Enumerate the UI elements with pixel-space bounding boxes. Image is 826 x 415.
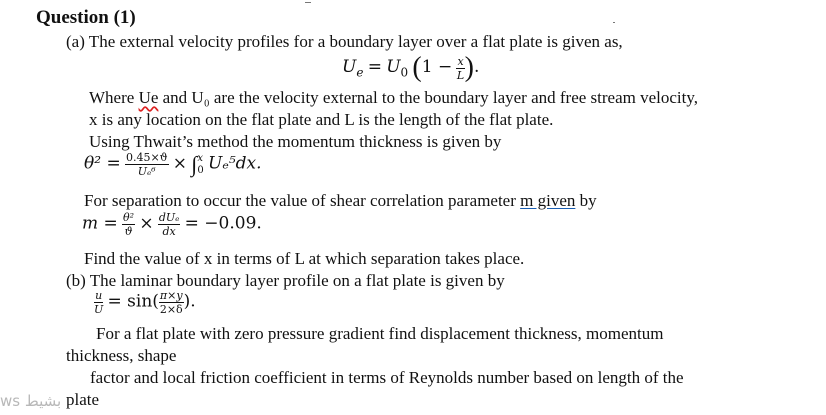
eq3-frac2-num: dUₑ <box>158 211 180 224</box>
eq1-frac-den: L <box>456 68 465 82</box>
eq2-limits <box>197 153 203 177</box>
eq3-fraction-2 <box>158 212 181 237</box>
eq4-frac-num: u <box>95 289 103 302</box>
separation-line <box>84 192 597 209</box>
eq3-lhs: m = <box>82 213 118 234</box>
eq1-frac-num: x <box>457 54 464 68</box>
eq1-fraction <box>456 56 464 81</box>
part-b-intro: (b) The laminar boundary layer profile on a flat plate is given by <box>66 271 505 290</box>
eq1-u0-sub: 0 <box>400 65 409 80</box>
top-mark <box>305 2 311 3</box>
eq3-frac1-den: ϑ <box>124 225 133 238</box>
where-pre: Where <box>89 88 139 107</box>
eq4-inner-fraction <box>159 290 184 315</box>
eq2-lhs: θ² = <box>84 153 121 174</box>
eq1-end: . <box>474 57 480 77</box>
eq1-u0: U <box>386 57 401 77</box>
part-b-line-1: For a flat plate with zero pressure gradient find displacement thickness, momentum <box>96 324 664 343</box>
eq2-fraction <box>125 152 169 177</box>
where-line-1 <box>89 89 698 106</box>
where-line-2: x is any location on the flat plate and L is the length of the flat plate. <box>89 110 554 129</box>
eq4-eq: = sin( <box>107 291 159 312</box>
eq1-one-minus: 1 − <box>421 57 453 77</box>
part-b-line-2: thickness, shape <box>66 346 177 365</box>
top-mark-dot <box>613 22 615 23</box>
eq4-end: ). <box>183 291 196 312</box>
part-a-intro: (a) The external velocity profiles for a boundary layer over a flat plate is given as, <box>66 32 623 51</box>
eq4-inner-den: 2×δ <box>159 303 183 316</box>
eq4-fraction <box>94 290 103 315</box>
eq3-fraction-1 <box>122 212 135 237</box>
eq2-upper: x <box>197 152 203 164</box>
eq2-lower: 0 <box>197 164 204 176</box>
eq1-lhs-sub: e <box>356 65 364 80</box>
eq3-times: × <box>139 213 154 234</box>
eq3-frac1-num: θ² <box>123 211 135 224</box>
eq3-frac2-den: dx <box>162 225 176 238</box>
separation-post: by <box>575 191 597 210</box>
eq4-inner-num: π×y <box>159 289 183 302</box>
separation-m-given: m given <box>520 191 576 210</box>
eq4-frac-den: U <box>94 303 104 316</box>
where-post: and U₀ are the velocity external to the boundary layer and free stream velocity, <box>158 88 699 107</box>
eq2-integral: ∫ <box>191 151 198 177</box>
eq3-rhs: = −0.09. <box>184 213 262 234</box>
eq2-integrand: Uₑ⁵dx. <box>207 153 262 174</box>
find-line: Find the value of x in terms of L at which separation takes place. <box>84 249 525 268</box>
equation-laminar-profile <box>94 290 196 315</box>
watermark: ws بشيط <box>0 392 62 410</box>
eq2-frac-den: Uₑ⁶ <box>137 165 156 178</box>
eq2-frac-num: 0.45×ϑ <box>125 151 168 164</box>
equation-shear-parameter <box>82 212 262 237</box>
eq1-equals: = <box>367 57 382 77</box>
part-b-line-4: plate <box>66 390 100 409</box>
separation-pre: For separation to occur the value of shear correlation parameter <box>84 191 521 210</box>
eq1-lhs: U <box>342 57 357 77</box>
equation-momentum-thickness <box>84 152 262 177</box>
equation-external-velocity: $U_e = U_0$ (1 − $\frac{x}{L}$ ). <box>342 52 480 83</box>
question-title: Question (1) <box>36 7 136 28</box>
part-b-line-3: factor and local friction coefficient in terms of Reynolds number based on length of the <box>90 368 684 387</box>
where-ue: Ue <box>138 88 159 107</box>
eq2-times: × <box>172 153 188 174</box>
thwaites-line: Using Thwait’s method the momentum thickness is given by <box>89 132 502 151</box>
